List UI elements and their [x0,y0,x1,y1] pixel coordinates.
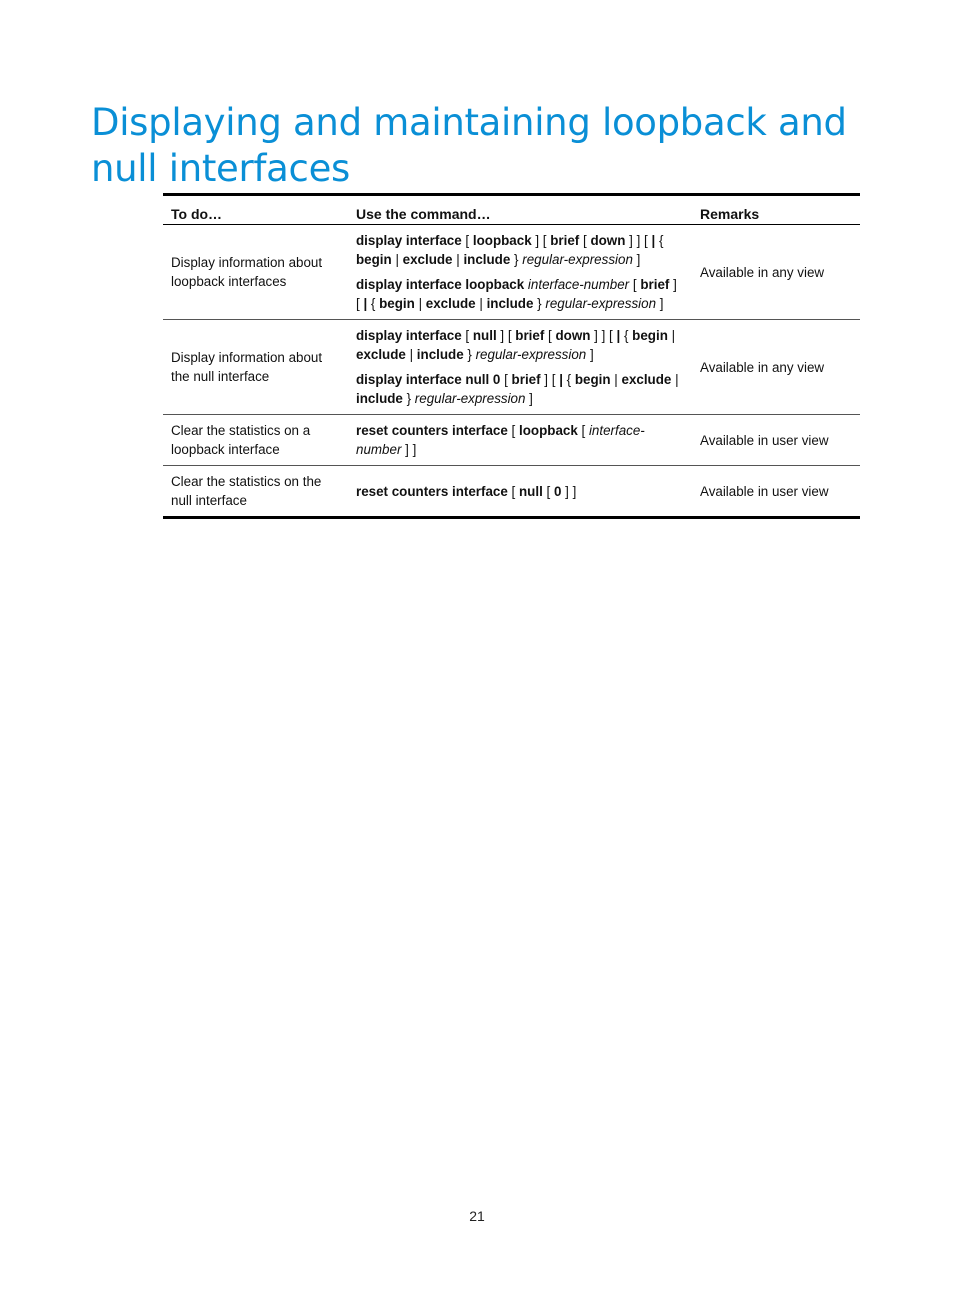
header-remarks: Remarks [692,195,860,225]
command-punctuation: | [391,252,403,267]
header-to-do: To do… [163,195,348,225]
table-row [163,466,860,518]
remark-cell: Available in user view [692,415,860,466]
command-punctuation: ] [ [356,277,677,311]
remark-cell: Available in user view [692,466,860,518]
command-punctuation: } [510,252,523,267]
command-keyword: exclude [356,347,406,362]
command-keyword: | [559,372,563,387]
command-punctuation: | [610,372,622,387]
command-argument: regular-expression [545,296,657,311]
command-punctuation: ] [ [496,328,516,343]
command-keyword: display interface [356,233,462,248]
command-keyword: down [555,328,591,343]
command-cell [348,225,692,320]
task-cell: Clear the statistics on the null interface [163,466,348,518]
task-cell: Display information about the null interface [163,320,348,415]
command-keyword: null [519,483,543,499]
command-keyword: loopback [472,233,532,248]
command-keyword: brief [640,277,670,292]
command-syntax [356,482,684,501]
command-keyword: down [590,233,626,248]
command-punctuation: [ [579,233,591,248]
command-punctuation: ] [586,347,594,362]
command-keyword: brief [515,328,545,343]
command-punctuation: ] ] [ [625,233,652,248]
command-punctuation: | [452,252,464,267]
command-punctuation: ] [ [540,372,560,387]
command-punctuation: [ [461,328,473,343]
command-keyword: loopback [519,423,578,438]
command-punctuation: [ [507,423,519,438]
command-punctuation: { [562,372,575,387]
command-punctuation: ] ] [561,483,577,499]
command-keyword: null [472,328,497,343]
page-number: 21 [469,1208,485,1224]
table-row [163,225,860,320]
command-keyword: reset counters interface [356,483,508,499]
task-cell: Display information about loopback interfaces [171,255,323,289]
command-syntax [356,326,684,364]
command-punctuation: ] ] [ [590,328,617,343]
command-keyword: brief [511,372,541,387]
command-cell [348,320,692,415]
command-keyword: exclude [402,252,453,267]
command-keyword: exclude [621,372,672,387]
command-keyword: include [416,347,464,362]
command-punctuation: [ [577,423,589,438]
command-punctuation: { [620,328,633,343]
command-keyword: begin [632,328,668,343]
command-argument: regular-expression [475,347,587,362]
command-keyword: reset counters interface [356,423,508,438]
command-punctuation: | [414,296,426,311]
command-keyword: display interface loopback [356,277,525,292]
command-keyword: include [486,296,534,311]
command-punctuation: [ [544,328,556,343]
command-punctuation: ] ] [401,442,417,457]
command-punctuation: } [533,296,546,311]
command-syntax [356,370,684,408]
command-argument: interface-number [527,277,630,292]
command-punctuation: | [475,296,487,311]
header-use-the-command: Use the command… [348,195,692,225]
command-argument: interface-number [356,423,645,457]
command-punctuation: [ [500,372,512,387]
command-syntax [356,231,684,269]
command-punctuation: } [402,391,415,406]
command-punctuation: ] [525,391,533,406]
command-syntax [356,275,684,313]
command-keyword: brief [550,233,580,248]
remark-cell: Available in any view [700,264,825,280]
command-keyword: 0 [553,483,562,499]
remark-cell: Available in any view [692,320,860,415]
command-punctuation: [ [542,483,554,499]
command-keyword: exclude [425,296,476,311]
table-header-row [163,195,860,225]
command-punctuation: | [671,372,679,387]
command-punctuation: [ [629,277,641,292]
command-syntax [356,421,684,459]
command-keyword: display interface [356,328,462,343]
commands-table [163,193,860,519]
command-cell [348,415,692,466]
command-cell [348,466,692,518]
command-keyword: | [651,233,656,248]
command-punctuation: ] [656,296,664,311]
command-punctuation: | [405,347,417,362]
task-cell: Clear the statistics on a loopback interface [163,415,348,466]
command-keyword: display interface null 0 [356,372,501,387]
command-keyword: include [463,252,511,267]
command-punctuation: ] [632,252,641,267]
table-row [163,320,860,415]
command-punctuation: { [655,233,664,248]
command-keyword: begin [356,252,392,267]
command-keyword: include [356,391,403,406]
command-argument: regular-expression [414,391,526,406]
command-keyword: begin [574,372,611,387]
command-keyword: | [616,328,621,343]
command-keyword: | [363,296,368,311]
command-punctuation: | [667,328,676,343]
command-punctuation: [ [507,483,519,499]
command-punctuation: ] [ [531,233,551,248]
table-row [163,415,860,466]
table-body [163,225,860,518]
command-argument: regular-expression [522,252,633,267]
command-punctuation: } [463,347,476,362]
command-keyword: begin [379,296,415,311]
page-title: Displaying and maintaining loopback and null interfaces [91,101,847,190]
command-punctuation: { [367,296,380,311]
command-punctuation: [ [461,233,473,248]
